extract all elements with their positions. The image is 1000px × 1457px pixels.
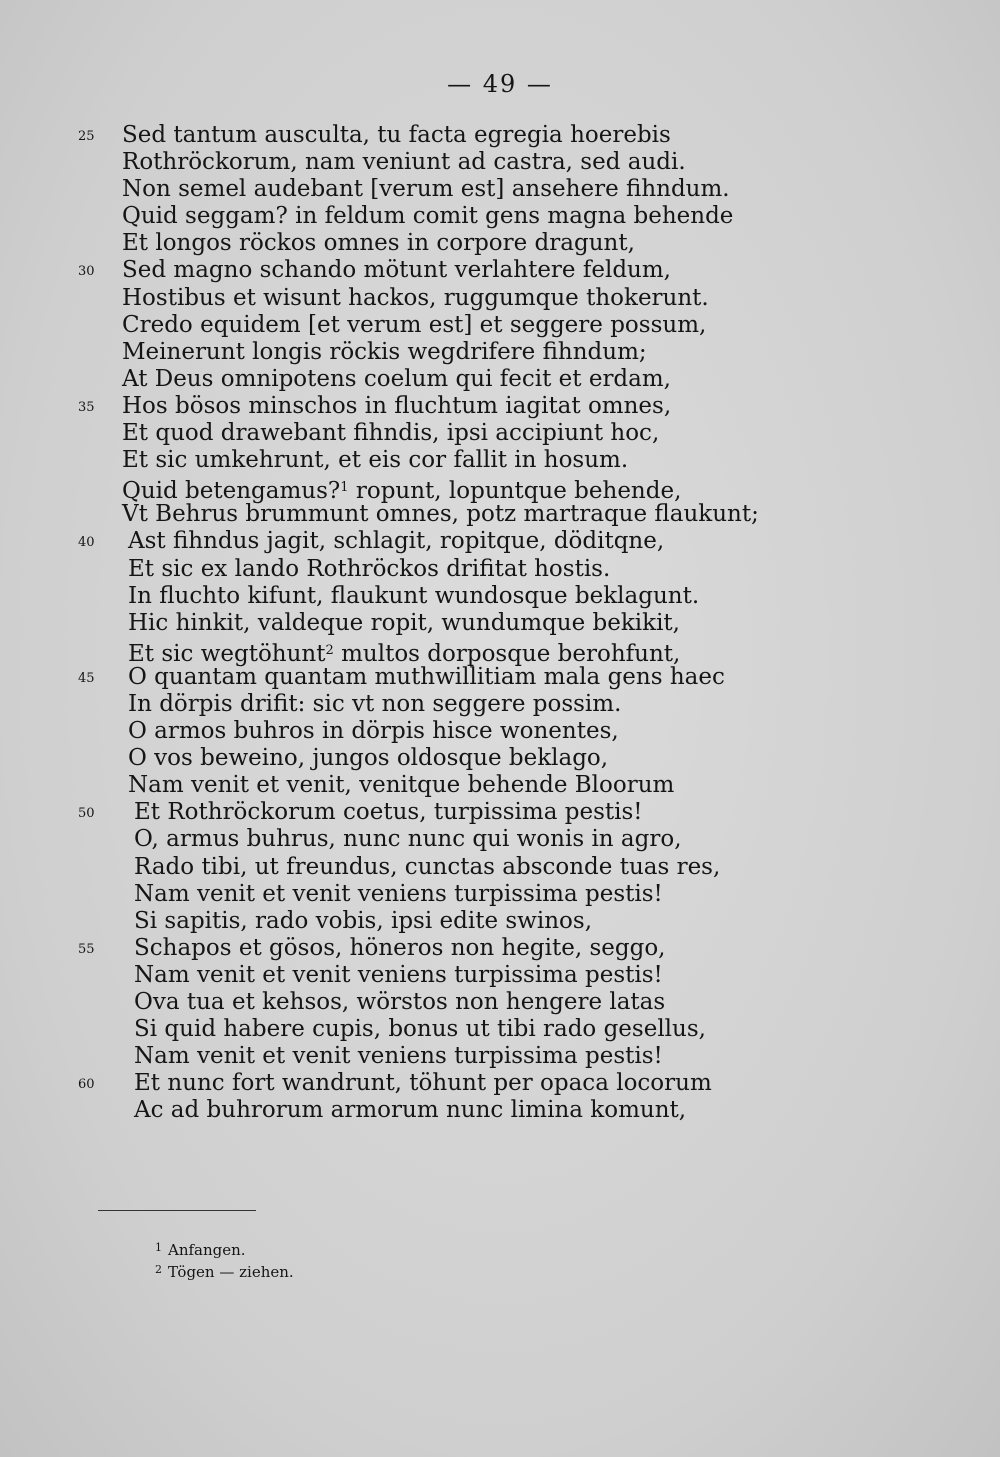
verse-line [70,583,950,610]
verse-line [70,691,950,718]
verse-text: Si sapitis, rado vobis, ipsi edite swinos, [134,907,593,934]
verse-line [70,1043,950,1070]
line-number: 50 [78,806,95,822]
verse-line [70,312,950,339]
verse-line [70,799,950,826]
verse-line [70,1097,950,1124]
verse-text: Ac ad buhrorum armorum nunc limina komunt, [134,1097,687,1124]
verse-line [70,176,950,203]
footnote-text: Anfangen. [168,1241,246,1259]
verse-line [70,122,950,149]
verse-text: Et sic ex lando Rothröckos drifitat hostis. [128,555,611,582]
verse-line [70,1016,950,1043]
footnote-reference: 2 [325,642,334,658]
verse-text: In fluchto kifunt, flaukunt wundosque beklagunt. [128,582,700,609]
verse-text: At Deus omnipotens coelum qui fecit et erdam, [122,365,671,392]
verse-text-part: Et sic wegtöhunt [128,640,326,667]
verse-line [70,257,950,284]
verse-line [70,610,950,637]
verse-line [70,908,950,935]
verse-text: Et sic umkehrunt, et eis cor fallit in hosum. [122,447,629,474]
verse-text: Sed tantum ausculta, tu facta egregia hoerebis [122,122,671,148]
verse-line [70,501,950,528]
line-number: 40 [78,535,95,551]
line-number: 60 [78,1077,95,1093]
verse-text-part: Quid betengamus? [122,478,341,505]
verse-text: Hos bösos minschos in fluchtum iagitat omnes, [122,392,672,419]
verse-text: Quid seggam? in feldum comit gens magna behende [122,203,734,230]
verse-text: Hic hinkit, valdeque ropit, wundumque bekikit, [128,609,680,636]
verse-text: Sed magno schando mötunt verlahtere feldum, [122,257,671,284]
verse-line [70,339,950,366]
line-number: 30 [78,264,95,280]
footnote-divider [98,1210,256,1211]
verse-line [70,230,950,257]
verse-text: Nam venit et venit, venitque behende Bloorum [128,772,675,799]
verse-line [70,989,950,1016]
verse-line [70,474,950,505]
footnotes [155,1238,294,1282]
verse-text: Et quod drawebant fihndis, ipsi accipiunt hoc, [122,420,660,447]
verse-text: O vos beweino, jungos oldosque beklago, [128,745,609,772]
verse-line [70,420,950,447]
verse-line [70,745,950,772]
verse-text: O, armus buhrus, nunc nunc qui wonis in agro, [134,826,682,853]
verse-text: Et longos röckos omnes in corpore dragunt, [122,230,635,257]
line-number: 55 [78,941,95,957]
verse-line [70,285,950,312]
verse-line [70,637,950,667]
verse-text: Nam venit et venit veniens turpissima pestis! [134,880,663,907]
verse-line [70,149,950,176]
verse-line [70,528,950,555]
line-number: 35 [78,399,95,415]
verse-line [70,718,950,745]
footnote [155,1260,294,1282]
verse-text: Ova tua et kehsos, wörstos non hengere latas [134,989,666,1015]
verse-text: Rothröckorum, nam veniunt ad castra, sed audi. [122,149,686,176]
line-number: 25 [78,129,95,144]
verse-text-part: ropunt, lopuntque behende, [348,478,682,505]
verse-text: O quantam quantam muthwillitiam mala gens haec [128,663,725,690]
verse-line [70,366,950,393]
verse-text: Et Rothröckorum coetus, turpissima pestis! [134,799,643,826]
verse-line [70,447,950,474]
verse-line [70,935,950,962]
verse-line [70,556,950,583]
verse-text-part: multos dorposque berohfunt, [333,640,681,667]
verse-text: In dörpis drifit: sic vt non seggere possim. [128,690,622,717]
verse-text: Vt Behrus brummunt omnes, potz martraque flaukunt; [122,501,759,528]
verse-text: Et nunc fort wandrunt, töhunt per opaca locorum [134,1070,712,1097]
verse-text: Hostibus et wisunt hackos, ruggumque thokerunt. [122,284,709,311]
verse-text: O armos buhros in dörpis hisce wonentes, [128,718,619,745]
verse-block [70,122,950,1124]
footnote-number: 1 [155,1241,162,1254]
verse-line [70,854,950,881]
verse-text: Schapos et gösos, höneros non hegite, seggo, [134,934,666,961]
verse-line [70,1070,950,1097]
verse-text: Nam venit et venit veniens turpissima pestis! [134,1043,663,1070]
verse-line [70,962,950,989]
verse-line [70,881,950,908]
verse-line [70,826,950,853]
verse-line [70,664,950,691]
verse-line [70,772,950,799]
verse-text: Meinerunt longis röckis wegdrifere fihndum; [122,338,647,365]
verse-line [70,203,950,230]
line-number: 45 [78,670,95,686]
footnote-number: 2 [155,1263,162,1276]
footnote [155,1238,294,1260]
page-number: — 49 — [447,70,553,98]
footnote-reference: 1 [340,480,349,496]
verse-text: Si quid habere cupis, bonus ut tibi rado gesellus, [134,1016,706,1043]
verse-text: Non semel audebant [verum est] ansehere fihndum. [122,176,730,203]
verse-text: Credo equidem [et verum est] et seggere possum, [122,311,707,338]
verse-text: Ast fihndus jagit, schlagit, ropitque, döditqne, [128,528,665,555]
verse-text: Rado tibi, ut freundus, cunctas absconde tuas res, [134,853,721,880]
verse-line [70,393,950,420]
verse-text: Nam venit et venit veniens turpissima pestis! [134,961,663,988]
footnote-text: Tögen — ziehen. [168,1263,294,1281]
